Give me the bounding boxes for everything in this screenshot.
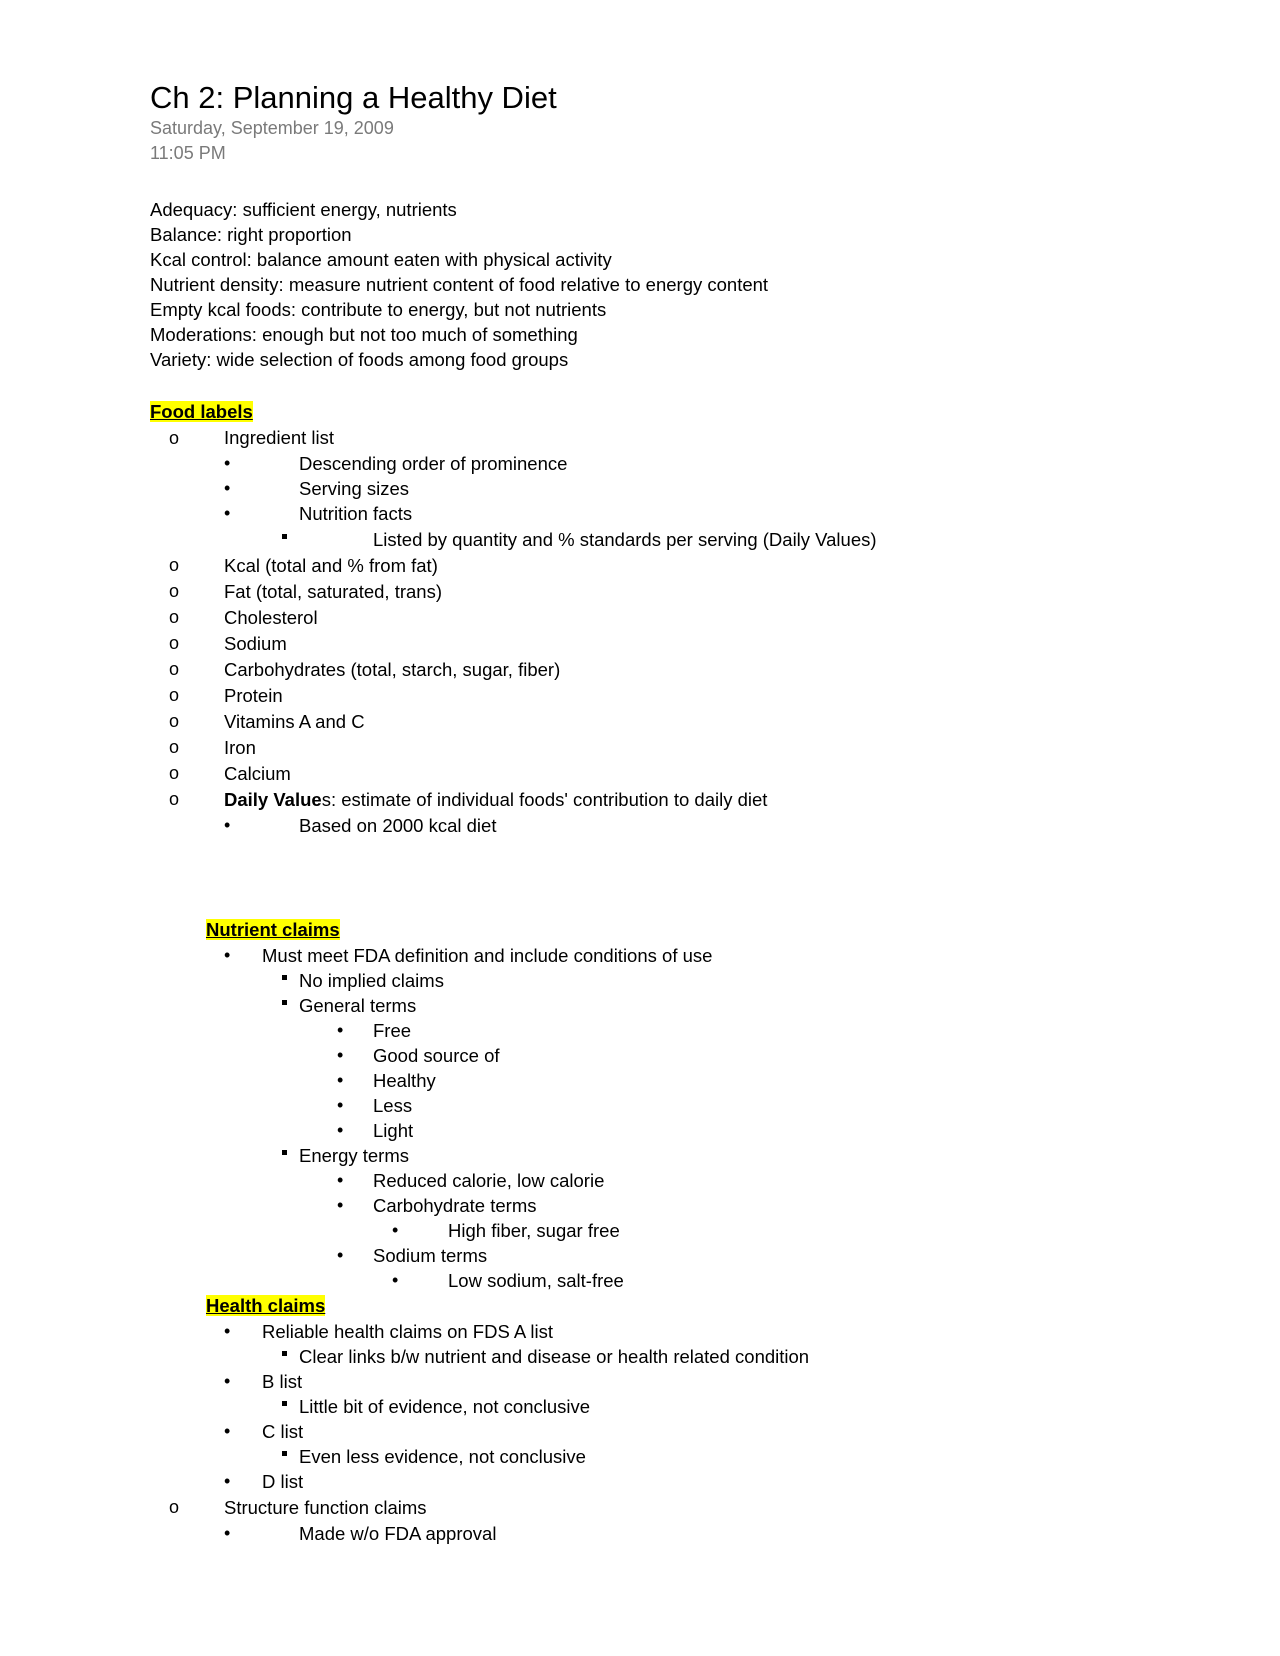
list-item: Kcal (total and % from fat): [224, 555, 438, 576]
bullet-marker: •: [337, 1020, 344, 1040]
definition-line: Variety: wide selection of foods among food groups: [150, 349, 569, 370]
page-date: Saturday, September 19, 2009: [150, 118, 394, 138]
square-marker: [282, 1000, 287, 1005]
daily-values-definition: s: estimate of individual foods' contribution to daily diet: [321, 789, 768, 810]
list-item: Carbohydrate terms: [373, 1195, 537, 1216]
list-item: Must meet FDA definition and include conditions of use: [262, 945, 713, 966]
circle-marker: o: [169, 633, 180, 653]
list-item: Descending order of prominence: [299, 453, 568, 474]
list-item: Reduced calorie, low calorie: [373, 1170, 605, 1191]
definition-line: Adequacy: sufficient energy, nutrients: [150, 199, 457, 220]
bullet-marker: •: [337, 1170, 344, 1190]
bullet-marker: •: [224, 453, 231, 473]
circle-marker: o: [169, 659, 180, 679]
daily-values-term: Daily Value: [224, 789, 322, 810]
list-item: Made w/o FDA approval: [299, 1523, 497, 1544]
definition-line: Kcal control: balance amount eaten with physical activity: [150, 249, 612, 270]
list-item: Healthy: [373, 1070, 436, 1091]
list-item: Calcium: [224, 763, 291, 784]
list-item: Reliable health claims on FDS A list: [262, 1321, 553, 1342]
list-item: Structure function claims: [224, 1497, 427, 1518]
square-marker: [282, 1401, 287, 1406]
list-item: Nutrition facts: [299, 503, 413, 524]
list-item: C list: [262, 1421, 304, 1442]
bullet-marker: •: [337, 1120, 344, 1140]
circle-marker: o: [169, 607, 180, 627]
list-item-daily-values: [224, 788, 767, 812]
list-item: Low sodium, salt-free: [448, 1270, 624, 1291]
page-time: 11:05 PM: [150, 143, 226, 163]
circle-marker: o: [169, 581, 180, 601]
bullet-marker: •: [337, 1245, 344, 1265]
bullet-marker: •: [337, 1195, 344, 1215]
bullet-marker: •: [224, 1321, 231, 1341]
list-item: Even less evidence, not conclusive: [299, 1446, 586, 1467]
list-item: Iron: [224, 737, 256, 758]
list-item: Sodium terms: [373, 1245, 488, 1266]
square-marker: [282, 975, 287, 980]
list-item: Listed by quantity and % standards per serving (Daily Values): [373, 529, 877, 550]
circle-marker: o: [169, 763, 180, 783]
circle-marker: o: [169, 428, 180, 448]
bullet-marker: •: [224, 945, 231, 965]
bullet-marker: •: [337, 1095, 344, 1115]
definition-line: Moderations: enough but not too much of something: [150, 324, 578, 345]
circle-marker: o: [169, 685, 180, 705]
bullet-marker: •: [224, 1371, 231, 1391]
list-item: Less: [373, 1095, 413, 1116]
bullet-marker: •: [224, 478, 231, 498]
health-claims-heading: Health claims: [206, 1295, 326, 1316]
definition-line: Nutrient density: measure nutrient content of food relative to energy content: [150, 274, 769, 295]
list-item: Vitamins A and C: [224, 711, 365, 732]
circle-marker: o: [169, 737, 180, 757]
square-marker: [282, 1150, 287, 1155]
circle-marker: o: [169, 555, 180, 575]
bullet-marker: •: [224, 1523, 231, 1543]
page-title: Ch 2: Planning a Healthy Diet: [150, 80, 557, 115]
circle-marker: o: [169, 1497, 180, 1517]
list-item: General terms: [299, 995, 417, 1016]
food-labels-heading: Food labels: [150, 401, 253, 422]
nutrient-claims-heading: Nutrient claims: [206, 919, 340, 940]
bullet-marker: •: [337, 1070, 344, 1090]
list-item: Energy terms: [299, 1145, 410, 1166]
bullet-marker: •: [224, 1471, 231, 1491]
definition-line: Balance: right proportion: [150, 224, 352, 245]
square-marker: [282, 1351, 287, 1356]
list-item: B list: [262, 1371, 303, 1392]
list-item: Serving sizes: [299, 478, 410, 499]
list-item: Light: [373, 1120, 414, 1141]
list-item: Clear links b/w nutrient and disease or health related condition: [299, 1346, 810, 1367]
list-item: Cholesterol: [224, 607, 318, 628]
list-item: No implied claims: [299, 970, 444, 991]
square-marker: [282, 1451, 287, 1456]
bullet-marker: •: [337, 1045, 344, 1065]
list-item: High fiber, sugar free: [448, 1220, 620, 1241]
bullet-marker: •: [392, 1270, 399, 1290]
list-item: Little bit of evidence, not conclusive: [299, 1396, 591, 1417]
square-marker: [282, 534, 287, 539]
list-item: Carbohydrates (total, starch, sugar, fiber): [224, 659, 561, 680]
circle-marker: o: [169, 789, 180, 809]
list-item: Sodium: [224, 633, 287, 654]
definition-line: Empty kcal foods: contribute to energy, but not nutrients: [150, 299, 607, 320]
list-item: Protein: [224, 685, 283, 706]
circle-marker: o: [169, 711, 180, 731]
bullet-marker: •: [224, 1421, 231, 1441]
bullet-marker: •: [224, 503, 231, 523]
list-item: Good source of: [373, 1045, 500, 1066]
list-item: Free: [373, 1020, 412, 1041]
list-item: Ingredient list: [224, 427, 335, 448]
list-item: Based on 2000 kcal diet: [299, 815, 497, 836]
bullet-marker: •: [224, 815, 231, 835]
bullet-marker: •: [392, 1220, 399, 1240]
list-item: D list: [262, 1471, 304, 1492]
list-item: Fat (total, saturated, trans): [224, 581, 442, 602]
